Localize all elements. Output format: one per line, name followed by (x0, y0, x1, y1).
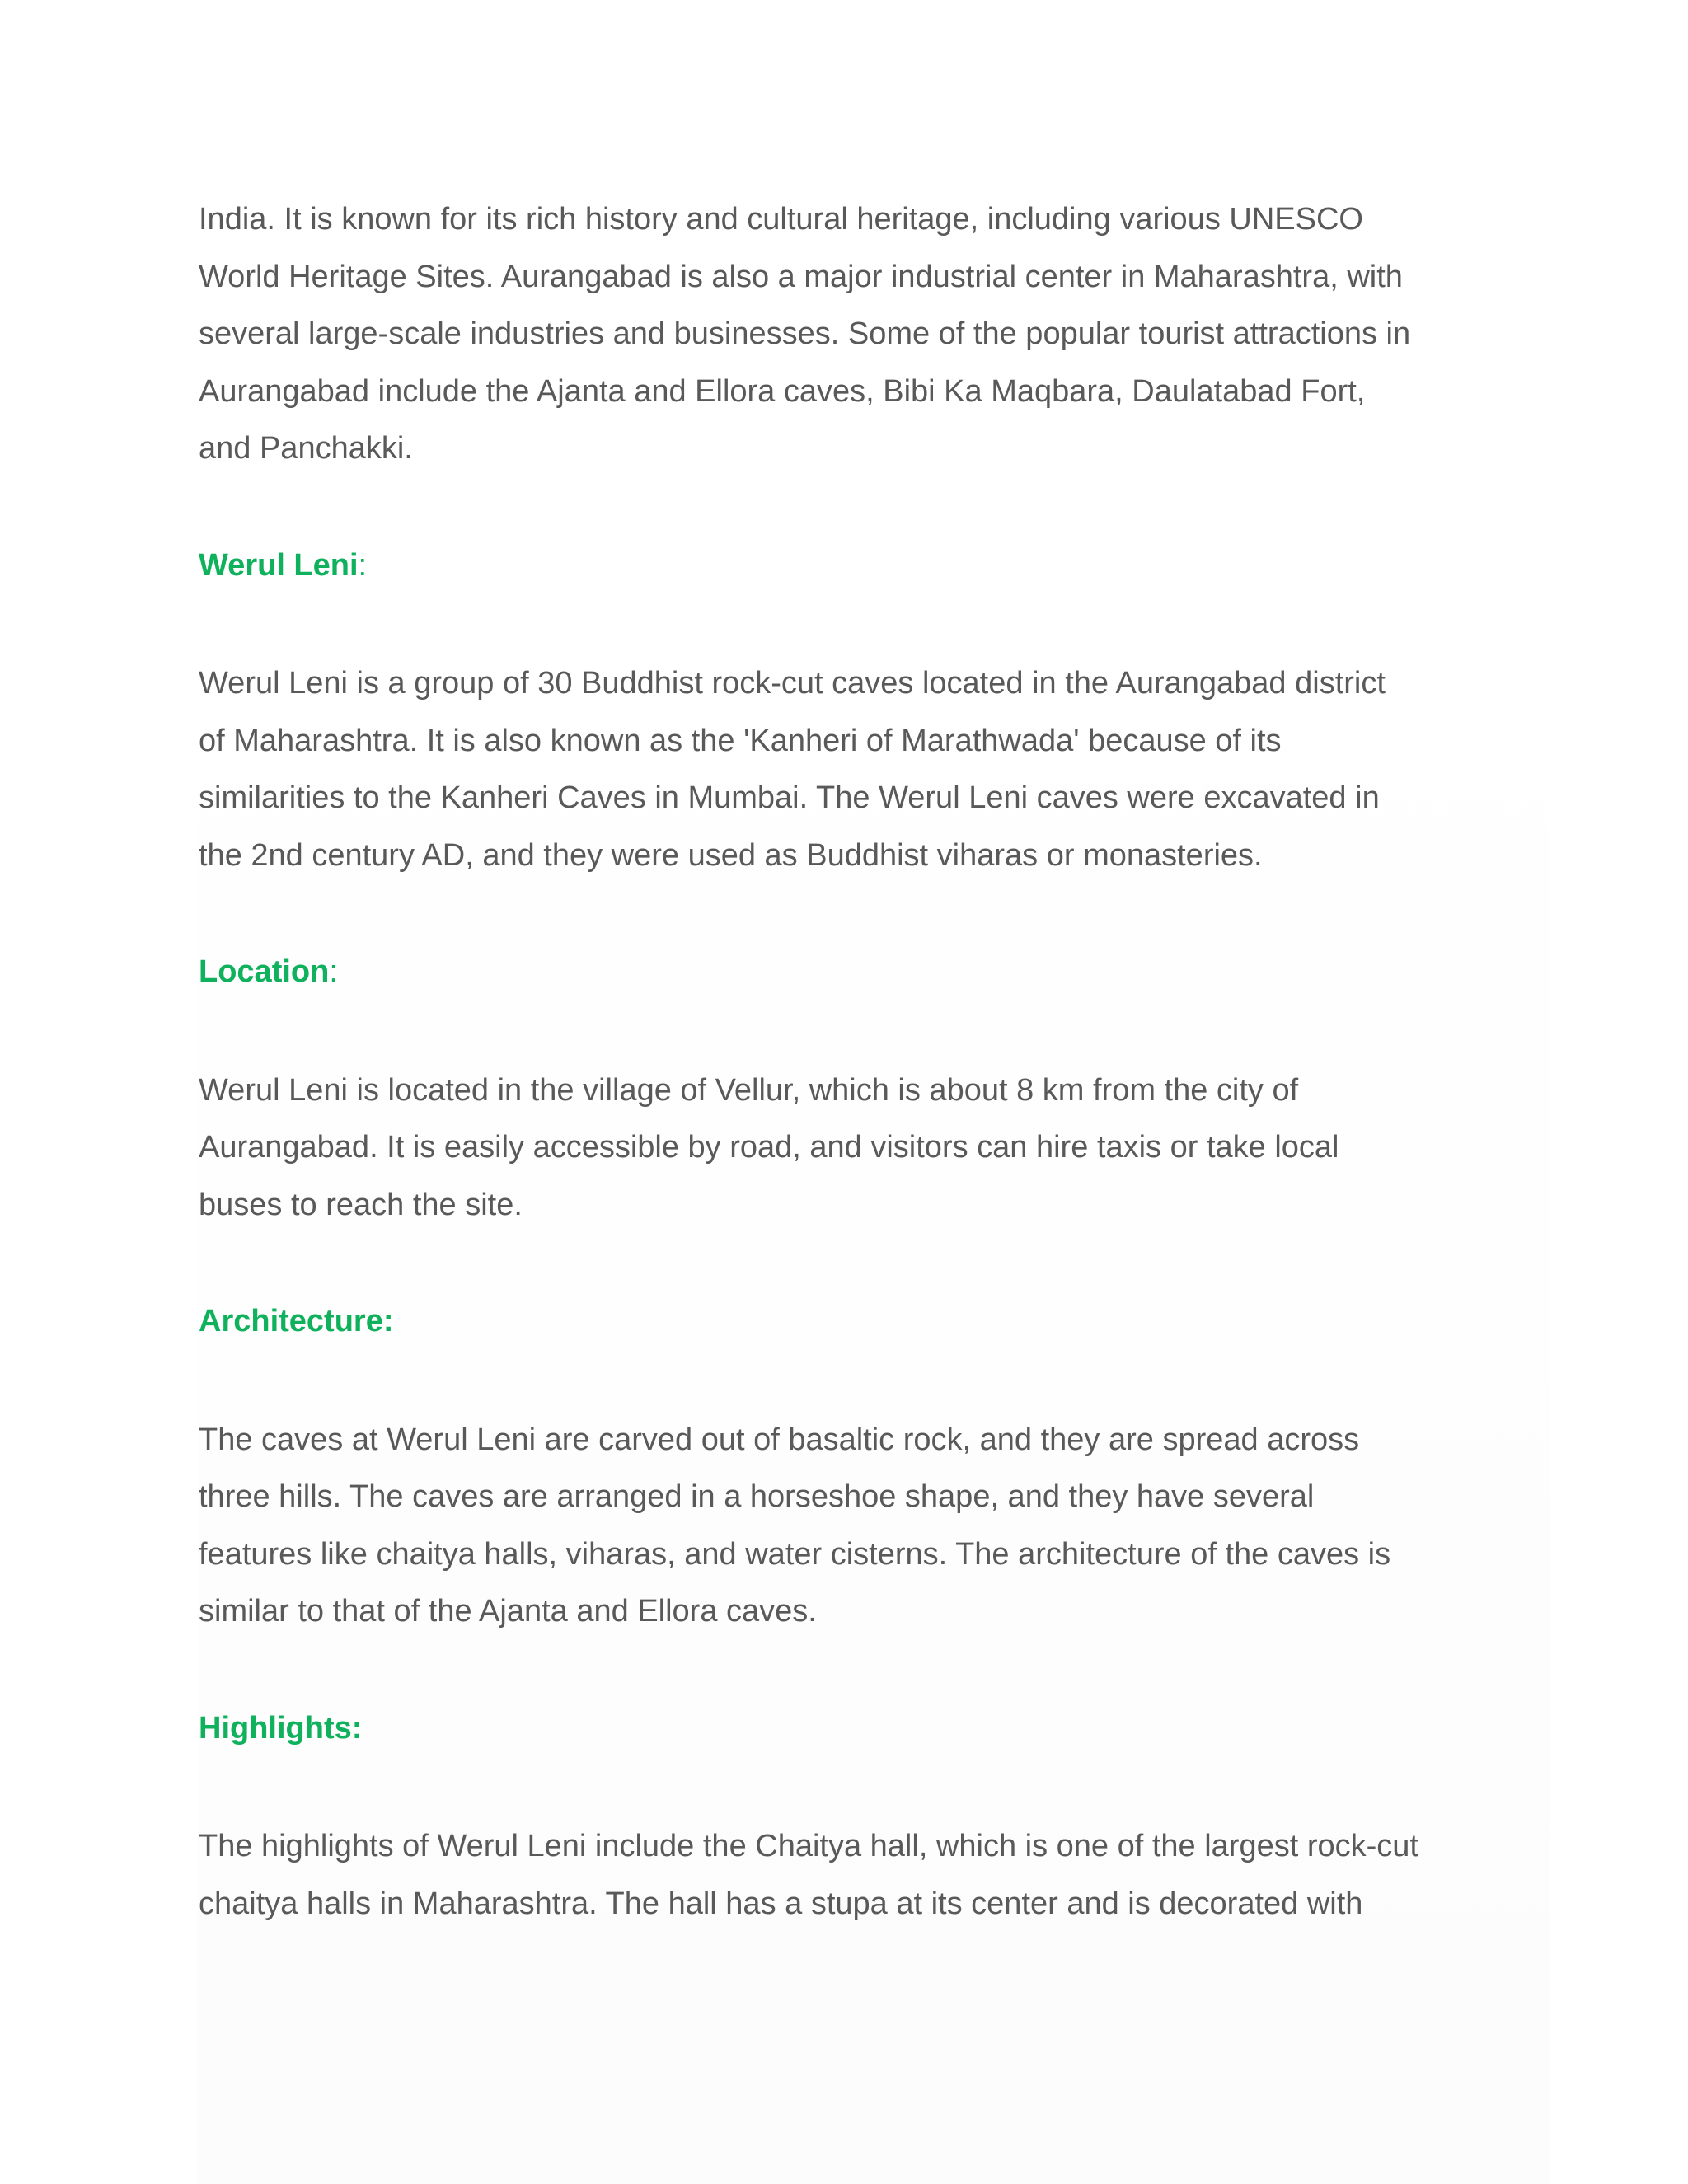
paragraph-line: similarities to the Kanheri Caves in Mumbai. The Werul Leni caves were excavated in (199, 780, 1380, 815)
spacer (199, 478, 1517, 537)
spacer (199, 1001, 1517, 1062)
paragraph-line: buses to reach the site. (199, 1187, 523, 1222)
section-heading-architecture (199, 1293, 1517, 1351)
section-heading-werul-leni (199, 537, 1517, 595)
werul-leni-paragraph (199, 655, 1517, 884)
document-body (199, 191, 1517, 1933)
spacer (199, 1641, 1517, 1700)
paragraph-line: three hills. The caves are arranged in a horseshoe shape, and they have several (199, 1479, 1315, 1514)
paragraph-line: Aurangabad. It is easily accessible by road, and visitors can hire taxis or take local (199, 1130, 1339, 1165)
paragraph-line: features like chaitya halls, viharas, and water cisterns. The architecture of the caves is (199, 1536, 1391, 1572)
paragraph-line: The highlights of Werul Leni include the Chaitya hall, which is one of the largest rock-cut (199, 1829, 1418, 1863)
heading-text: Highlights: (199, 1710, 363, 1746)
section-heading-location (199, 944, 1517, 1001)
spacer (199, 884, 1517, 944)
paragraph-line: similar to that of the Ajanta and Ellora caves. (199, 1594, 817, 1629)
paragraph-line: the 2nd century AD, and they were used as Buddhist viharas or monasteries. (199, 837, 1263, 873)
paragraph-line: and Panchakki. (199, 431, 413, 466)
section-heading-highlights (199, 1700, 1517, 1758)
paragraph-line: chaitya halls in Maharashtra. The hall has a stupa at its center and is decorated with (199, 1886, 1363, 1921)
heading-text: Location (199, 954, 330, 989)
heading-text: Werul Leni (199, 547, 359, 583)
spacer (199, 1757, 1517, 1818)
highlights-paragraph (199, 1818, 1517, 1933)
spacer (199, 1351, 1517, 1412)
paragraph-line: Werul Leni is located in the village of Vellur, which is about 8 km from the city of (199, 1072, 1299, 1108)
paragraph-line: The caves at Werul Leni are carved out of basaltic rock, and they are spread across (199, 1422, 1360, 1457)
intro-paragraph (199, 191, 1517, 478)
paragraph-line: India. It is known for its rich history and cultural heritage, including various UNESCO (199, 202, 1363, 237)
architecture-paragraph (199, 1412, 1517, 1641)
paragraph-line: World Heritage Sites. Aurangabad is also a major industrial center in Maharashtra, with (199, 259, 1403, 294)
paragraph-line: of Maharashtra. It is also known as the 'Kanheri of Marathwada' because of its (199, 723, 1282, 758)
paragraph-line: several large-scale industries and businesses. Some of the popular tourist attractions in (199, 316, 1411, 351)
spacer (199, 594, 1517, 655)
paragraph-line: Werul Leni is a group of 30 Buddhist rock-cut caves located in the Aurangabad district (199, 666, 1386, 701)
location-paragraph (199, 1062, 1517, 1235)
heading-colon: : (329, 954, 338, 989)
heading-text: Architecture: (199, 1304, 394, 1338)
paragraph-line: Aurangabad include the Ajanta and Ellora caves, Bibi Ka Maqbara, Daulatabad Fort, (199, 373, 1366, 409)
spacer (199, 1234, 1517, 1293)
heading-colon: : (358, 547, 368, 583)
